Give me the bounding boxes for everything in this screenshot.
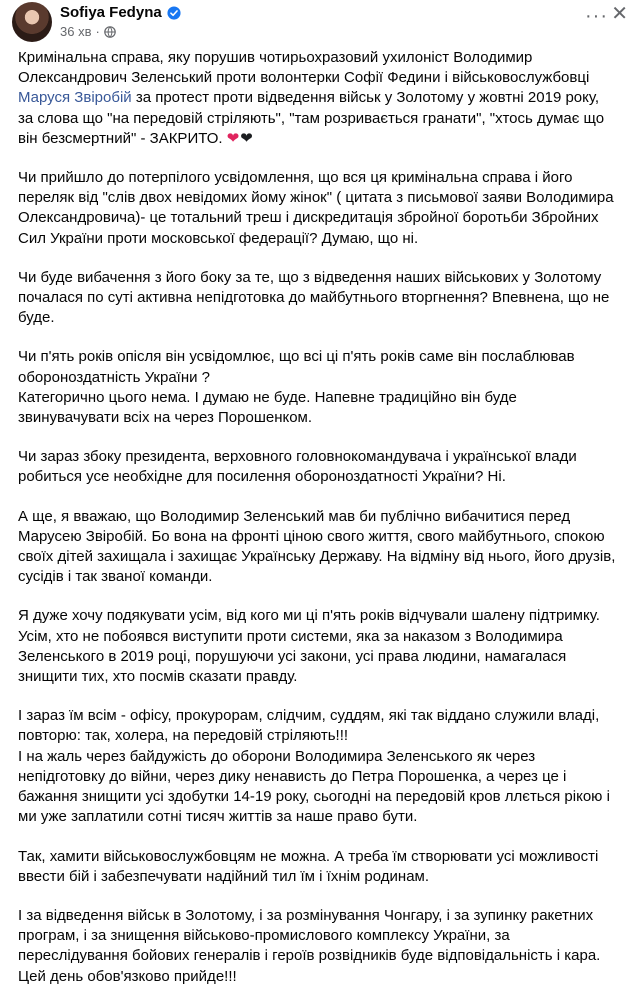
paragraph-line: Я дуже хочу подякувати усім, від кого ми ці п'ять років відчували шалену підтримку. bbox=[18, 607, 600, 625]
red-heart-icon: ❤ bbox=[226, 129, 241, 147]
paragraph-line: Чи п'ять років опісля він усвідомлює, що всі ці п'ять років саме він послаблював обороноздатність України ? bbox=[18, 348, 575, 386]
paragraph-line: І за відведення військ в Золотому, і за розмінування Чонгару, і за зупинку ракетних програм, і за знищення військово-промислового комплексу України, за переслідування бойових генералів і героїв розвідників буде відповідальність і кара. bbox=[18, 906, 601, 965]
paragraph-4 bbox=[18, 347, 618, 428]
avatar[interactable] bbox=[12, 2, 52, 42]
post-meta bbox=[60, 24, 116, 39]
paragraph-6: А ще, я вважаю, що Володимир Зеленський мав би публічно вибачитися перед Марусею Звіробій. Бо вона на фронті ціною свого життя, свого майбутнього, спокою своїх дітей захищала і захищає Українську Державу. На відміну від нього, його друзів, сусідів і так званої команди. bbox=[18, 507, 616, 586]
heart-emoji-icons bbox=[227, 130, 254, 147]
paragraph-line: Усім, хто не побоявся виступити проти системи, яка за наказом з Володимира Зеленського в 2019 році, порушуючи усі закони, усі права людини, намагалася знищити тих, хто посмів сказати правду. bbox=[18, 627, 567, 686]
post-timestamp[interactable]: 36 хв bbox=[60, 24, 92, 39]
author-name[interactable] bbox=[60, 4, 181, 21]
post-body bbox=[18, 48, 618, 987]
paragraph-line: Цей день обов'язково прийде!!! bbox=[18, 967, 237, 985]
author-name-label[interactable]: Sofiya Fedyna bbox=[60, 4, 162, 21]
paragraph-9: Так, хамити військовослужбовцям не можна. А треба їм створювати усі можливості ввести бій і забезпечувати надійний тил їм і їхнім родинам. bbox=[18, 847, 599, 885]
paragraph-3: Чи буде вибачення з його боку за те, що з відведення наших військових у Золотому почалася по суті активна непідготовка до майбутнього вторгнення? Впевнена, що не буде. bbox=[18, 268, 610, 327]
mention-link[interactable]: Маруся Звіробій bbox=[18, 89, 132, 107]
paragraph-7 bbox=[18, 606, 618, 687]
paragraph-5: Чи зараз збоку президента, верховного головнокомандувача і української влади робиться усе необхідне для посилення обороноздатності України? Ні. bbox=[18, 448, 577, 486]
black-heart-icon: ❤ bbox=[240, 129, 254, 147]
paragraph-10 bbox=[18, 906, 618, 987]
globe-icon bbox=[104, 26, 116, 38]
paragraph-line: І на жаль через байдужість до оборони Володимира Зеленського як через непідготовку до війни, через дику ненависть до Петра Порошенка, а через це і бажання знищити усі здобутки 14-19 року, сьогодні на передовій кров ллється рікою і ми уже заплатили сотні тисяч життів за наше право бути. bbox=[18, 747, 610, 826]
paragraph-text: Кримінальна справа, яку порушив чотирьохразовий ухилоніст Володимир Олександрович Зеленський проти волонтерки Софії Федини і військовослужбовці bbox=[18, 49, 590, 87]
paragraph-line: І зараз їм всім - офісу, прокурорам, слідчим, суддям, які так віддано служили владі, повторю: так, холера, на передовій стріляють!!! bbox=[18, 707, 600, 745]
paragraph-line: Категорично цього нема. І думаю не буде. Напевне традиційно він буде звинувачувати всіх на через Порошенком. bbox=[18, 388, 517, 427]
paragraph-2: Чи прийшло до потерпілого усвідомлення, що вся ця кримінальна справа і його переляк від "слів двох невідомих йому жінок" ( цитата з письмової заяви Володимира Олександровича)- це тотальний треш і дискредитація збройної боротьби Збройних Сил України проти московської федерації? Думаю, що ні. bbox=[18, 169, 614, 247]
post-header bbox=[0, 0, 630, 52]
verified-badge-icon bbox=[167, 6, 181, 20]
close-icon[interactable]: ✕ bbox=[611, 3, 628, 25]
paragraph-8 bbox=[18, 706, 618, 827]
paragraph-text: за протест проти відведення військ у Золотому у жовтні 2019 року, за слова що "на передовій стріляють", "там розривається гранати", "хтось думає що він безсмертний" - ЗАКРИТО. bbox=[18, 89, 605, 147]
paragraph-1 bbox=[18, 48, 618, 149]
meta-separator: · bbox=[95, 24, 100, 39]
more-options-icon[interactable]: ··· bbox=[585, 5, 608, 27]
